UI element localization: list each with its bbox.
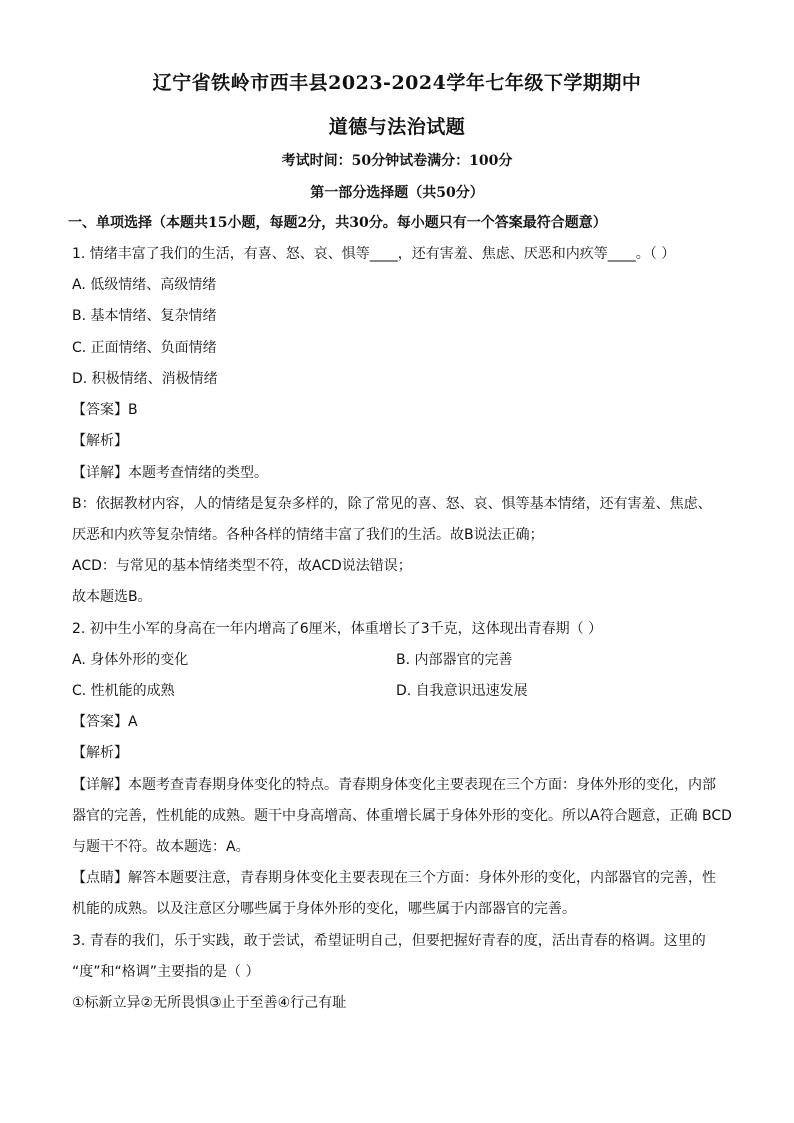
q1-option-d: D. 积极情绪、消极情绪 [72,371,218,387]
q2-tip-line: 【点睛】解答本题要注意，青春期身体变化主要表现在三个方面：身体外形的变化，内部器官的完善，性 [72,870,716,886]
q1-option-b: B. 基本情绪、复杂情绪 [72,308,217,324]
document-title: 辽宁省铁岭市西丰县2023-2024学年七年级下学期期中 [152,72,642,94]
q1-detail-line: ACD：与常见的基本情绪类型不符，故ACD说法错误； [72,558,412,574]
q2-stem: 2. 初中生小军的身高在一年内增高了6厘米，体重增长了3千克，这体现出青春期（ ） [72,621,603,637]
q2-option-c: C. 性机能的成熟 [72,683,175,699]
q1-detail-line: 故本题选B。 [72,589,152,605]
q2-option-a: A. 身体外形的变化 [72,652,189,668]
q2-detail-line: 与题干不符。故本题选：A。 [72,839,250,855]
q2-option-d: D. 自我意识迅速发展 [396,683,528,699]
q2-analysis-label: 【解析】 [72,745,128,761]
q1-answer: 【答案】B [72,402,138,418]
q3-choices: ①标新立异②无所畏惧③止于至善④行己有耻 [72,995,347,1011]
q1-analysis-label: 【解析】 [72,433,128,449]
q1-option-c: C. 正面情绪、负面情绪 [72,340,217,356]
section-one-heading: 一、单项选择（本题共15小题，每题2分，共30分。每小题只有一个答案最符合题意） [68,215,607,231]
q1-option-a: A. 低级情绪、高级情绪 [72,277,217,293]
exam-info: 考试时间：50分钟试卷满分：100分 [281,153,513,169]
document-subtitle: 道德与法治试题 [328,116,466,138]
q1-stem: 1. 情绪丰富了我们的生活，有喜、怒、哀、惧等____，还有害羞、焦虑、厌恶和内疚等____。（ ） [72,246,676,262]
q2-answer: 【答案】A [72,714,138,730]
q2-option-b: B. 内部器官的完善 [396,652,513,668]
q1-detail-line: 【详解】本题考查情绪的类型。 [72,465,268,481]
q2-detail-line: 【详解】本题考查青春期身体变化的特点。青春期身体变化主要表现在三个方面：身体外形的变化，内部 [72,777,716,793]
q2-detail-line: 器官的完善，性机能的成熟。题干中身高增高、体重增长属于身体外形的变化。所以A符合题意，正确 BCD [72,808,732,824]
part-one-heading: 第一部分选择题（共50分） [310,185,484,201]
q3-stem-line: “度”和“格调”主要指的是（ ） [72,964,260,980]
q3-stem-line: 3. 青春的我们，乐于实践，敢于尝试，希望证明自己，但要把握好青春的度，活出青春的格调。这里的 [72,933,706,949]
q1-detail-line: 厌恶和内疚等复杂情绪。各种各样的情绪丰富了我们的生活。故B说法正确； [72,527,544,543]
q2-tip-line: 机能的成熟。以及注意区分哪些属于身体外形的变化，哪些属于内部器官的完善。 [72,901,576,917]
q1-detail-line: B：依据教材内容，人的情绪是复杂多样的，除了常见的喜、怒、哀、惧等基本情绪，还有害羞、焦虑、 [72,496,712,512]
